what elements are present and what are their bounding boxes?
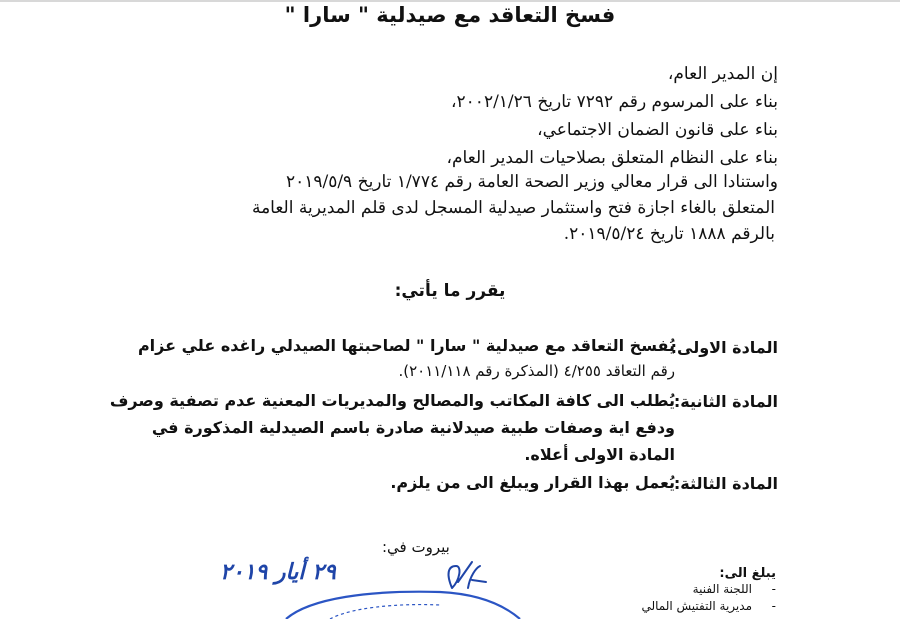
preamble-line: إن المدير العام، (667, 64, 778, 84)
article-1-label: المادة الاولى: (670, 338, 778, 357)
cc-item: اللجنة الفنية (692, 582, 752, 596)
preamble-line: بالرقم ١٨٨٨ تاريخ ٢٠١٩/٥/٢٤. (563, 224, 775, 244)
place-line: بيروت في: (382, 538, 450, 556)
preamble-line: واستنادا الى قرار معالي وزير الصحة العامة رقم ١/٧٧٤ تاريخ ٢٠١٩/٥/٩ (285, 172, 778, 192)
article-1-line: يُفسخ التعاقد مع صيدلية " سارا " لصاحبتها الصيدلي راغده علي عزام (137, 336, 675, 355)
article-2-line: المادة الاولى أعلاه. (524, 445, 675, 464)
cc-bullet: - (771, 599, 776, 613)
preamble-line: بناء على قانون الضمان الاجتماعي، (537, 120, 778, 140)
preamble-line: المتعلق بالغاء اجازة فتح واستثمار صيدلية المسجل لدى قلم المديرية العامة (251, 198, 775, 218)
article-2-line: يُطلب الى كافة المكاتب والمصالح والمديريات المعنية عدم تصفية وصرف (109, 391, 675, 410)
preamble-line: بناء على النظام المتعلق بصلاحيات المدير العام، (446, 148, 778, 168)
cc-item: مديرية التفتيش المالي (641, 599, 752, 613)
article-3-line: يُعمل بهذا القرار ويبلغ الى من يلزم. (390, 473, 675, 492)
cc-bullet: - (771, 582, 776, 596)
stamp-arc-inner (330, 605, 440, 619)
article-1-line: رقم التعاقد ٤/٢٥٥ (المذكرة رقم ٢٠١١/١١٨). (398, 362, 675, 380)
article-2-line: ودفع اية وصفات طبية صيدلانية صادرة باسم الصيدلية المذكورة في (151, 418, 675, 437)
handwritten-date: ٢٩ أيار ٢٠١٩ (220, 559, 336, 585)
signature-mark (449, 562, 486, 588)
preamble-line: بناء على المرسوم رقم ٧٢٩٢ تاريخ ٢٠٠٢/١/٢٦، (451, 92, 778, 112)
article-3-label: المادة الثالثة: (673, 474, 778, 493)
decides-heading: يقرر ما يأتي: (394, 281, 506, 301)
article-2-label: المادة الثانية: (673, 392, 778, 411)
document-title: فسخ التعاقد مع صيدلية " سارا " (284, 3, 616, 27)
cc-heading: يبلغ الى: (719, 566, 776, 581)
